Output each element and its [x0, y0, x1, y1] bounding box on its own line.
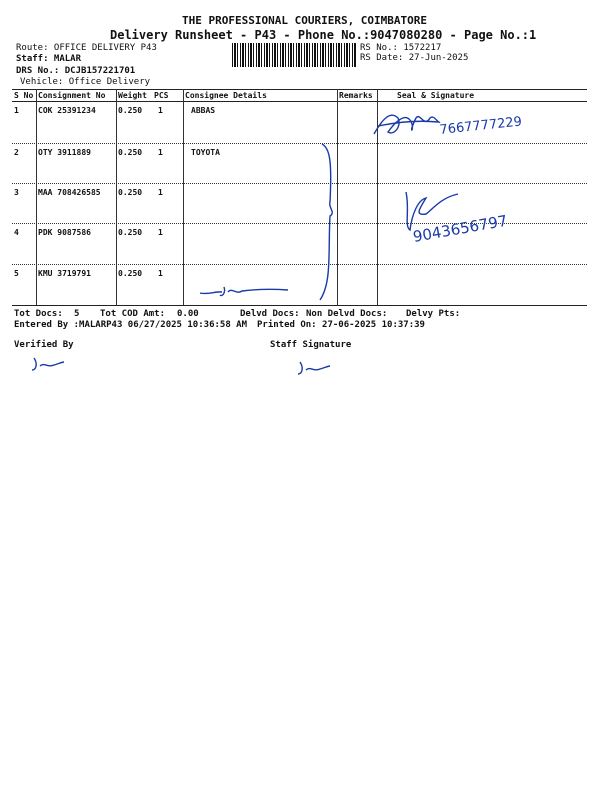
runsheet-title: Delivery Runsheet - P43 - Phone No.:9047080280 - Page No.:1	[110, 28, 537, 42]
cell-consignee: ABBAS	[191, 106, 216, 115]
handwritten-phone-1: 7667777229	[438, 114, 523, 138]
delvy-pts-label: Delvy Pts:	[406, 309, 461, 319]
tot-docs-label: Tot Docs:	[14, 309, 63, 319]
entered-by: Entered By :MALARP43 06/27/2025 10:36:58 AM	[14, 320, 247, 330]
cell-pcs: 1	[158, 269, 163, 278]
cell-pcs: 1	[158, 148, 163, 157]
cell-sno: 4	[14, 228, 19, 237]
route-label: Route: OFFICE DELIVERY P43	[16, 43, 157, 53]
cell-consignee	[183, 224, 337, 265]
handwritten-phone-2: 9043656797	[411, 211, 509, 246]
cell-consignment: KMU 3719791	[38, 269, 91, 278]
col-header-consignee: Consignee Details	[185, 91, 267, 100]
cell-weight: 0.250	[118, 269, 143, 278]
tot-cod-value: 0.00	[177, 309, 199, 319]
staff-label: Staff: MALAR	[16, 54, 82, 64]
cell-consignment: OTY 3911889	[38, 148, 91, 157]
company-name: THE PROFESSIONAL COURIERS, COIMBATORE	[182, 14, 428, 27]
initials-row-5	[198, 283, 290, 299]
table-row	[12, 144, 587, 184]
tot-cod-label: Tot COD Amt:	[100, 309, 166, 319]
cell-consignment: PDK 9087586	[38, 228, 91, 237]
cell-sno: 2	[14, 148, 19, 157]
cell-consignment: MAA 708426585	[38, 188, 101, 197]
bracket-mark	[318, 142, 348, 304]
verified-by-label: Verified By	[14, 340, 74, 350]
staff-signature-mark	[296, 360, 332, 378]
barcode	[232, 43, 356, 67]
tot-docs-value: 5	[74, 309, 80, 319]
rs-date: RS Date: 27-Jun-2025	[360, 53, 469, 63]
verified-by-signature	[30, 356, 66, 374]
cell-seal	[377, 144, 587, 184]
signature-row-3	[396, 180, 546, 250]
non-delvd-docs-label: Non Delvd Docs:	[306, 309, 388, 319]
cell-pcs: 1	[158, 188, 163, 197]
cell-consignee	[183, 184, 337, 224]
cell-weight: 0.250	[118, 228, 143, 237]
cell-weight: 0.250	[118, 106, 143, 115]
cell-consignee: TOYOTA	[191, 148, 220, 157]
cell-weight: 0.250	[118, 148, 143, 157]
vehicle-label: Vehicle: Office Delivery	[20, 77, 151, 87]
col-header-seal: Seal & Signature	[397, 91, 475, 100]
cell-sno: 5	[14, 269, 19, 278]
cell-consignment: COK 25391234	[38, 106, 96, 115]
cell-pcs: 1	[158, 106, 163, 115]
printed-on: Printed On: 27-06-2025 10:37:39	[257, 320, 425, 330]
col-header-remarks: Remarks	[339, 91, 373, 100]
staff-signature-label: Staff Signature	[270, 340, 352, 350]
cell-pcs: 1	[158, 228, 163, 237]
table-row	[12, 265, 587, 306]
cell-sno: 3	[14, 188, 19, 197]
col-header-consignment: Consignment No	[38, 91, 106, 100]
delvd-docs-label: Delvd Docs:	[240, 309, 300, 319]
drs-number: DRS No.: DCJB157221701	[16, 66, 136, 76]
col-header-weight: Weight	[118, 91, 147, 100]
cell-weight: 0.250	[118, 188, 143, 197]
signature-row-1	[368, 104, 528, 144]
col-header-pcs: PCS	[154, 91, 169, 100]
cell-seal	[377, 265, 587, 306]
cell-sno: 1	[14, 106, 19, 115]
rs-number: RS No.: 1572217	[360, 43, 442, 53]
col-header-sno: S No	[14, 91, 34, 100]
